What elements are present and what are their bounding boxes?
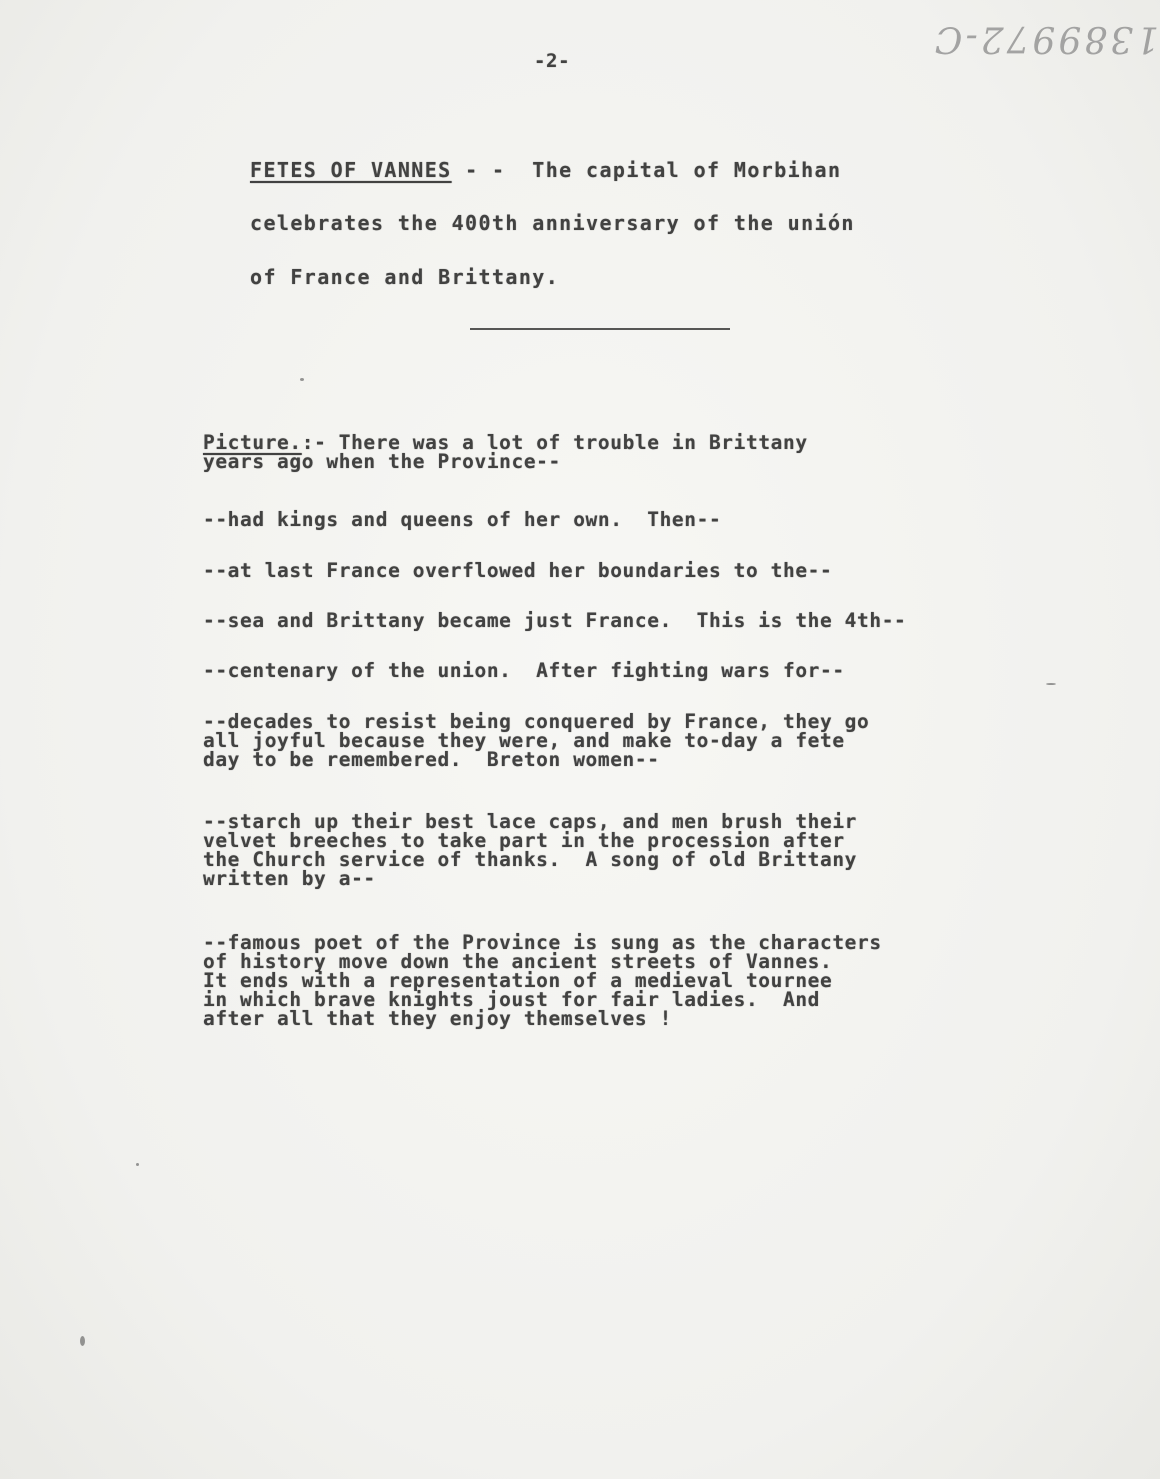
paper-speck xyxy=(300,378,304,381)
page-number: -2- xyxy=(534,50,571,72)
paper-speck xyxy=(136,1163,139,1166)
paragraph-6: --decades to resist being conquered by France, they go all joyful because they were, and make to-day a fete day to be remembered. Breton women-- xyxy=(203,710,870,771)
picture-label: Picture. xyxy=(203,431,302,454)
paragraph-1 xyxy=(203,433,808,471)
title-line-1-rest: - - The capital of Morbihan xyxy=(451,158,842,182)
paragraph-2: --had kings and queens of her own. Then-- xyxy=(203,508,722,531)
paper-speck xyxy=(80,1336,85,1346)
title-line-1 xyxy=(250,158,841,182)
section-divider xyxy=(470,328,730,330)
paper-speck xyxy=(1046,683,1056,685)
title-line-2: celebrates the 400th anniversary of the unión xyxy=(250,211,855,235)
paragraph-5: --centenary of the union. After fighting wars for-- xyxy=(203,659,845,682)
title-heading: FETES OF VANNES xyxy=(250,158,452,182)
paragraph-8: --famous poet of the Province is sung as the characters of history move down the ancient streets of Vannes. It ends with a representation of a medieval tournee in which brave knights joust for fair ladies. And after all that they enjoy themselves ! xyxy=(203,931,882,1030)
paragraph-4: --sea and Brittany became just France. This is the 4th-- xyxy=(203,609,907,632)
title-line-3: of France and Brittany. xyxy=(250,265,560,289)
paragraph-7: --starch up their best lace caps, and men brush their velvet breeches to take part in the procession after the Church service of thanks. A song of old Brittany written by a-- xyxy=(203,810,858,890)
paragraph-3: --at last France overflowed her boundaries to the-- xyxy=(203,559,833,582)
paragraph-1-text: :- There was a lot of trouble in Brittany years ago when the Province-- xyxy=(203,431,808,473)
archive-number: 1389972-C xyxy=(932,18,1160,59)
